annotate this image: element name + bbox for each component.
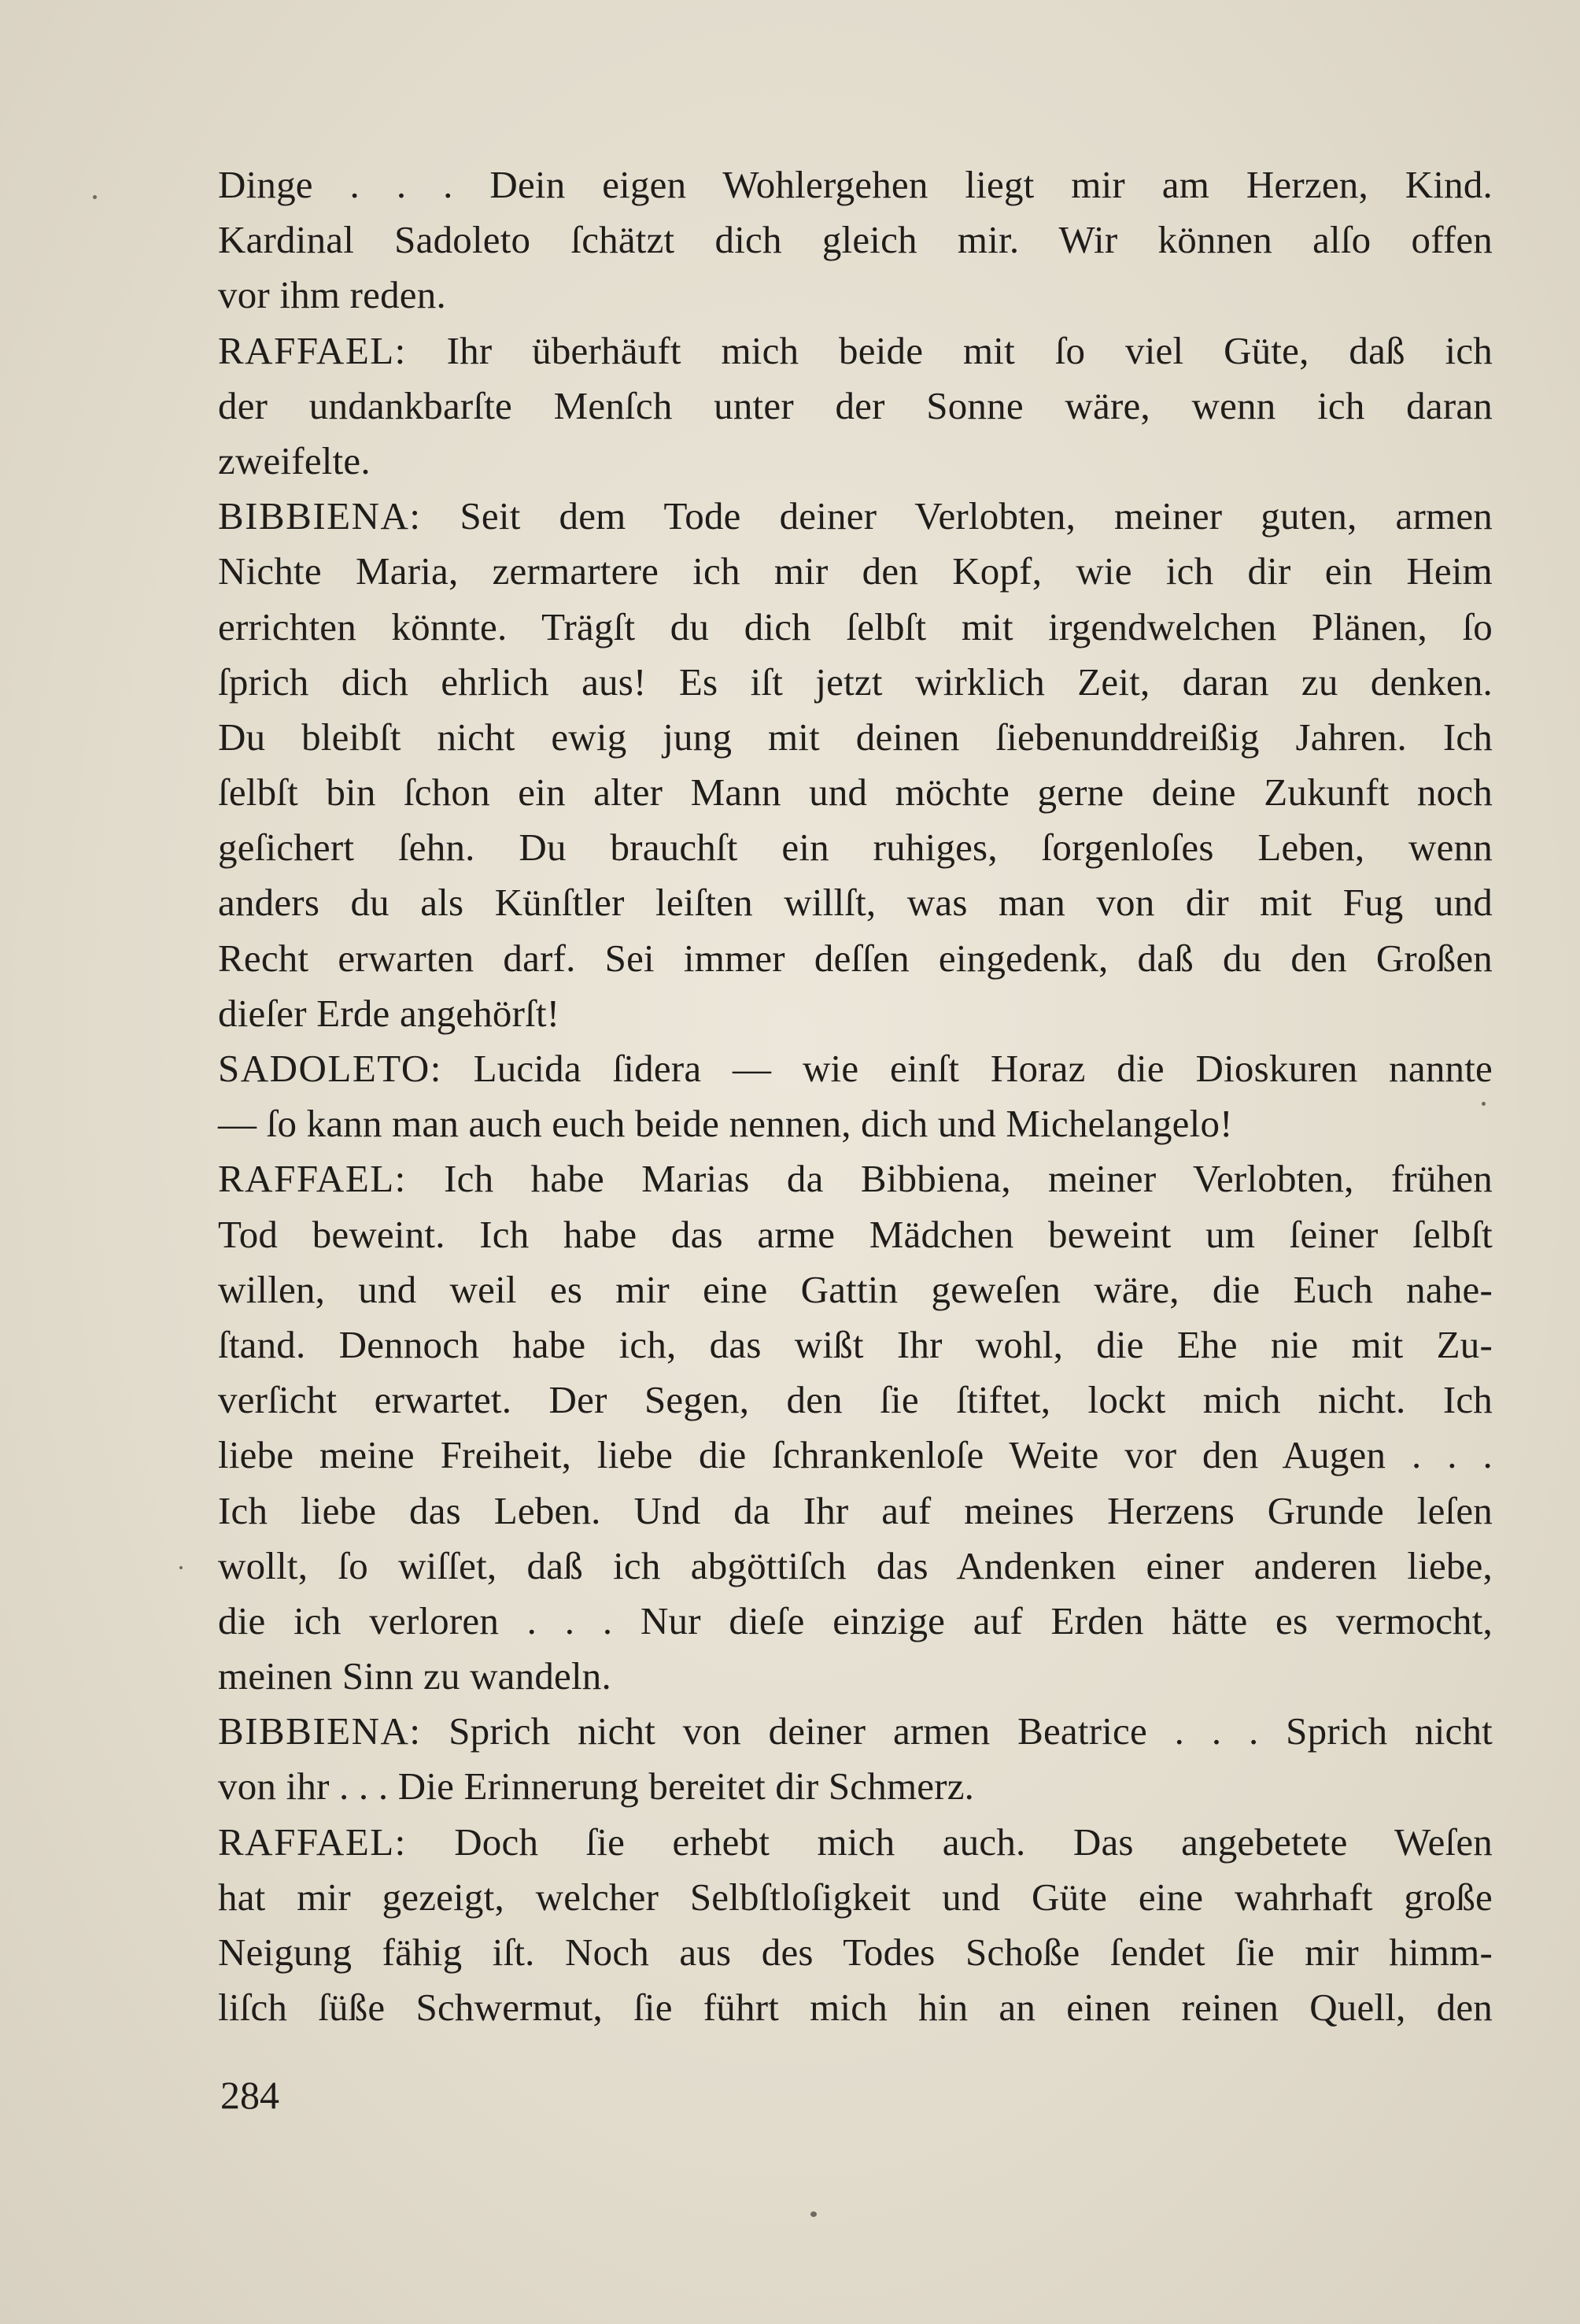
line-text: vor ihm reden. (218, 273, 446, 317)
line-text: die ich verloren . . . Nur dieſe einzige auf Erden hätte es vermocht, (218, 1598, 1493, 1642)
text-line (218, 1649, 1493, 1704)
body-text (218, 157, 1493, 2035)
text-line (218, 1317, 1493, 1373)
speaker-name: BIBBIENA: (218, 494, 422, 538)
line-text: geſichert ſehn. Du brauchſt ein ruhiges, ſorgenloſes Leben, wenn (218, 826, 1493, 870)
line-text: Du bleibſt nicht ewig jung mit deinen ſiebenunddreißig Jahren. Ich (218, 715, 1493, 759)
line-text: Doch ſie erhebt mich auch. Das angebetete Weſen (406, 1820, 1493, 1864)
line-text: Nichte Maria, zermartere ich mir den Kopf, wie ich dir ein Heim (218, 549, 1493, 593)
text-line (218, 157, 1493, 212)
line-text: Seit dem Tode deiner Verlobten, meiner guten, armen (421, 494, 1493, 538)
text-line (218, 1041, 1493, 1096)
line-text: Lucida ſidera — wie einſt Horaz die Dioskuren nannte (441, 1047, 1493, 1090)
line-text: Ich habe Marias da Bibbiena, meiner Verlobten, frühen (406, 1157, 1493, 1201)
paper-speck (179, 1566, 183, 1569)
line-text: dieſer Erde angehörſt! (218, 991, 560, 1035)
text-line (218, 1980, 1493, 2035)
text-line (218, 1815, 1493, 1870)
text-line (218, 875, 1493, 930)
text-line (218, 600, 1493, 655)
text-line (218, 1925, 1493, 1980)
line-text: Tod beweint. Ich habe das arme Mädchen beweint um ſeiner ſelbſt (218, 1212, 1493, 1256)
line-text: liebe meine Freiheit, liebe die ſchrankenloſe Weite vor den Augen . . . (218, 1433, 1493, 1477)
line-text: Dinge . . . Dein eigen Wohlergehen liegt mir am Herzen, Kind. (218, 163, 1493, 206)
text-line (218, 1207, 1493, 1262)
paper-speck (1482, 1102, 1486, 1106)
line-text: Ich liebe das Leben. Und da Ihr auf meines Herzens Grunde leſen (218, 1488, 1493, 1532)
line-text: Recht erwarten darf. Sei immer deſſen eingedenk, daß du den Großen (218, 936, 1493, 980)
text-line (218, 1539, 1493, 1594)
line-text: hat mir gezeigt, welcher Selbſtloſigkeit und Güte eine wahrhaft große (218, 1875, 1493, 1919)
text-line (218, 212, 1493, 268)
line-text: wollt, ſo wiſſet, daß ich abgöttiſch das Andenken einer anderen liebe, (218, 1543, 1493, 1587)
line-text: liſch ſüße Schwermut, ſie führt mich hin an einen reinen Quell, den (218, 1986, 1493, 2030)
line-text: Ihr überhäuft mich beide mit ſo viel Güte, daß ich (406, 328, 1493, 372)
text-line (218, 379, 1493, 434)
line-text: Neigung fähig iſt. Noch aus des Todes Schoße ſendet ſie mir himm- (218, 1931, 1493, 1974)
text-line (218, 489, 1493, 544)
line-text: willen, und weil es mir eine Gattin geweſen wäre, die Euch nahe- (218, 1267, 1493, 1311)
line-text: ſelbſt bin ſchon ein alter Mann und möchte gerne deine Zukunft noch (218, 770, 1493, 815)
text-line (218, 434, 1493, 489)
line-text: ſtand. Dennoch habe ich, das wißt Ihr wohl, die Ehe nie mit Zu- (218, 1322, 1493, 1366)
text-line (218, 1483, 1493, 1539)
text-line (218, 544, 1493, 599)
paper-speck (810, 2211, 817, 2217)
text-line (218, 1594, 1493, 1649)
page-number: 284 (220, 2073, 279, 2117)
line-text: anders du als Künſtler leiſten willſt, was man von dir mit Fug und (218, 881, 1493, 925)
text-line (218, 1704, 1493, 1759)
line-text: ſprich dich ehrlich aus! Es iſt jetzt wirklich Zeit, daran zu denken. (218, 660, 1493, 704)
speaker-name: RAFFAEL: (218, 1157, 407, 1201)
text-line (218, 820, 1493, 875)
text-line (218, 1151, 1493, 1206)
text-line (218, 765, 1493, 820)
text-line (218, 655, 1493, 710)
text-line (218, 323, 1493, 379)
text-line (218, 710, 1493, 765)
speaker-name: RAFFAEL: (218, 328, 407, 372)
line-text: von ihr . . . Die Erinnerung bereitet dir Schmerz. (218, 1764, 975, 1809)
text-line (218, 986, 1493, 1041)
line-text: zweifelte. (218, 438, 371, 482)
speaker-name: BIBBIENA: (218, 1709, 422, 1753)
text-line (218, 1428, 1493, 1483)
line-text: verſicht erwartet. Der Segen, den ſie ſtiftet, lockt mich nicht. Ich (218, 1378, 1493, 1422)
text-line (218, 1262, 1493, 1317)
speaker-name: SADOLETO: (218, 1047, 442, 1090)
text-line (218, 931, 1493, 986)
speaker-name: RAFFAEL: (218, 1820, 407, 1864)
text-line (218, 1870, 1493, 1925)
line-text: errichten könnte. Trägſt du dich ſelbſt mit irgendwelchen Plänen, ſo (218, 604, 1493, 648)
paper-speck (93, 195, 97, 199)
line-text: meinen Sinn zu wandeln. (218, 1654, 611, 1698)
text-line (218, 1373, 1493, 1428)
line-text: Kardinal Sadoleto ſchätzt dich gleich mir. Wir können alſo offen (218, 218, 1493, 262)
text-line (218, 268, 1493, 323)
text-line (218, 1096, 1493, 1151)
line-text: Sprich nicht von deiner armen Beatrice . . . Sprich nicht (421, 1709, 1493, 1753)
line-text: — ſo kann man auch euch beide nennen, dich und Michelangelo! (218, 1102, 1233, 1146)
line-text: der undankbarſte Menſch unter der Sonne wäre, wenn ich daran (218, 383, 1493, 427)
text-line (218, 1759, 1493, 1814)
